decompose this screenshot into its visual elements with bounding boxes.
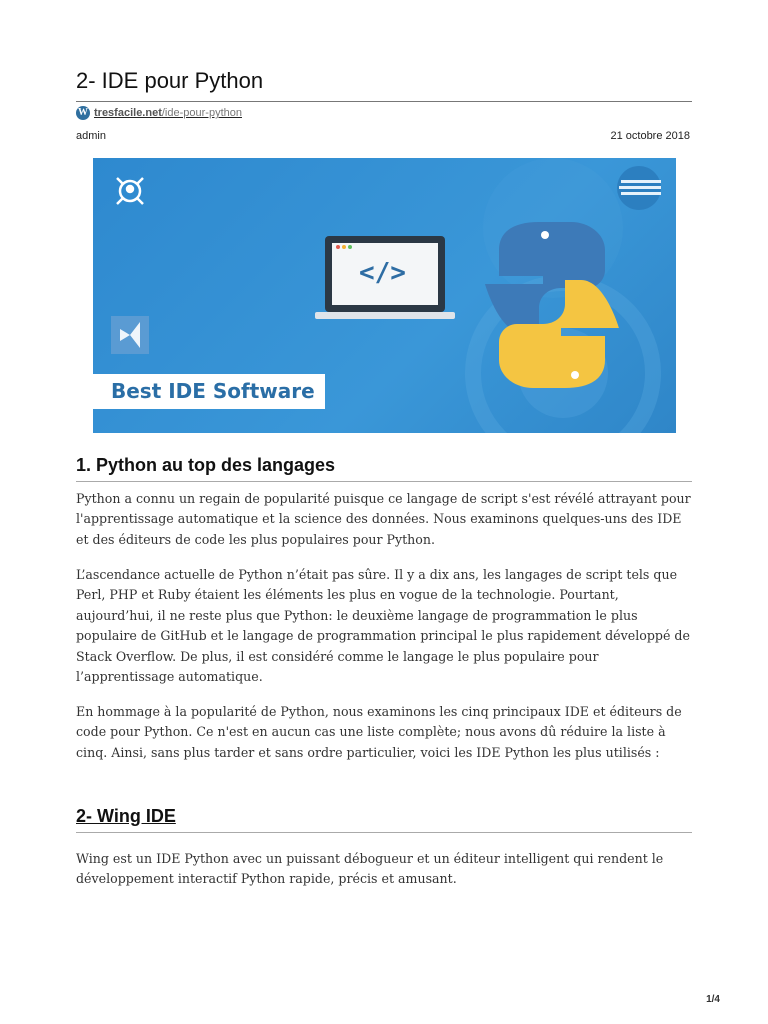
title-divider bbox=[76, 101, 692, 102]
wordpress-icon: W bbox=[78, 107, 88, 118]
python-logo-icon bbox=[485, 222, 619, 388]
keyhole-logo-icon bbox=[117, 178, 143, 204]
hero-banner: Best IDE Software bbox=[93, 374, 325, 409]
section-divider bbox=[76, 832, 692, 833]
source-link[interactable]: tresfacile.net/ide-pour-python bbox=[94, 107, 242, 119]
page-title: 2- IDE pour Python bbox=[76, 68, 264, 93]
section-divider bbox=[76, 481, 692, 482]
paragraph: Wing est un IDE Python avec un puissant débogueur et un éditeur intelligent qui rendent le développement interactif Python rapide, précis et amusant. bbox=[76, 851, 664, 887]
hero-image bbox=[93, 158, 676, 433]
section-heading-wing-ide: 2- Wing IDE bbox=[76, 806, 176, 826]
visual-studio-icon bbox=[111, 316, 149, 354]
source-link-row bbox=[76, 106, 242, 120]
author-name: admin bbox=[76, 130, 106, 142]
paragraph: En hommage à la popularité de Python, nous examinons les cinq principaux IDE et éditeurs de code pour Python. Ce n'est en aucun cas une liste complète; nous avons dû réduire la liste à cinq. Ainsi, sans plus tarder et sans ordre particulier, voici les IDE Python les plus utilisés : bbox=[76, 704, 682, 760]
section-heading-python-top: 1. Python au top des langages bbox=[76, 455, 336, 475]
paragraph: Python a connu un regain de popularité puisque ce langage de script s'est révélé attrayant pour l'apprentissage automatique et la science des données. Nous examinons quelques-uns des IDE et des éditeurs de code les plus populaires pour Python. bbox=[76, 491, 691, 547]
page-number: 1/4 bbox=[706, 994, 720, 1005]
paragraph: L’ascendance actuelle de Python n’était pas sûre. Il y a dix ans, les langages de script tels que Perl, PHP et Ruby étaient les éléments les plus en vogue de la technologie. Pourtant, aujourd’hui, il ne reste plus que Python: le deuxième langage de programmation le plus populaire de GitHub et le langage de programmation principal le plus rapidement développé de Stack Overflow. De plus, il est considéré comme le langage le plus populaire pour l’apprentissage automatique. bbox=[76, 567, 690, 685]
stack-logo-icon bbox=[617, 166, 661, 210]
code-tag-label: </> bbox=[359, 258, 406, 288]
post-date: 21 octobre 2018 bbox=[610, 130, 690, 142]
